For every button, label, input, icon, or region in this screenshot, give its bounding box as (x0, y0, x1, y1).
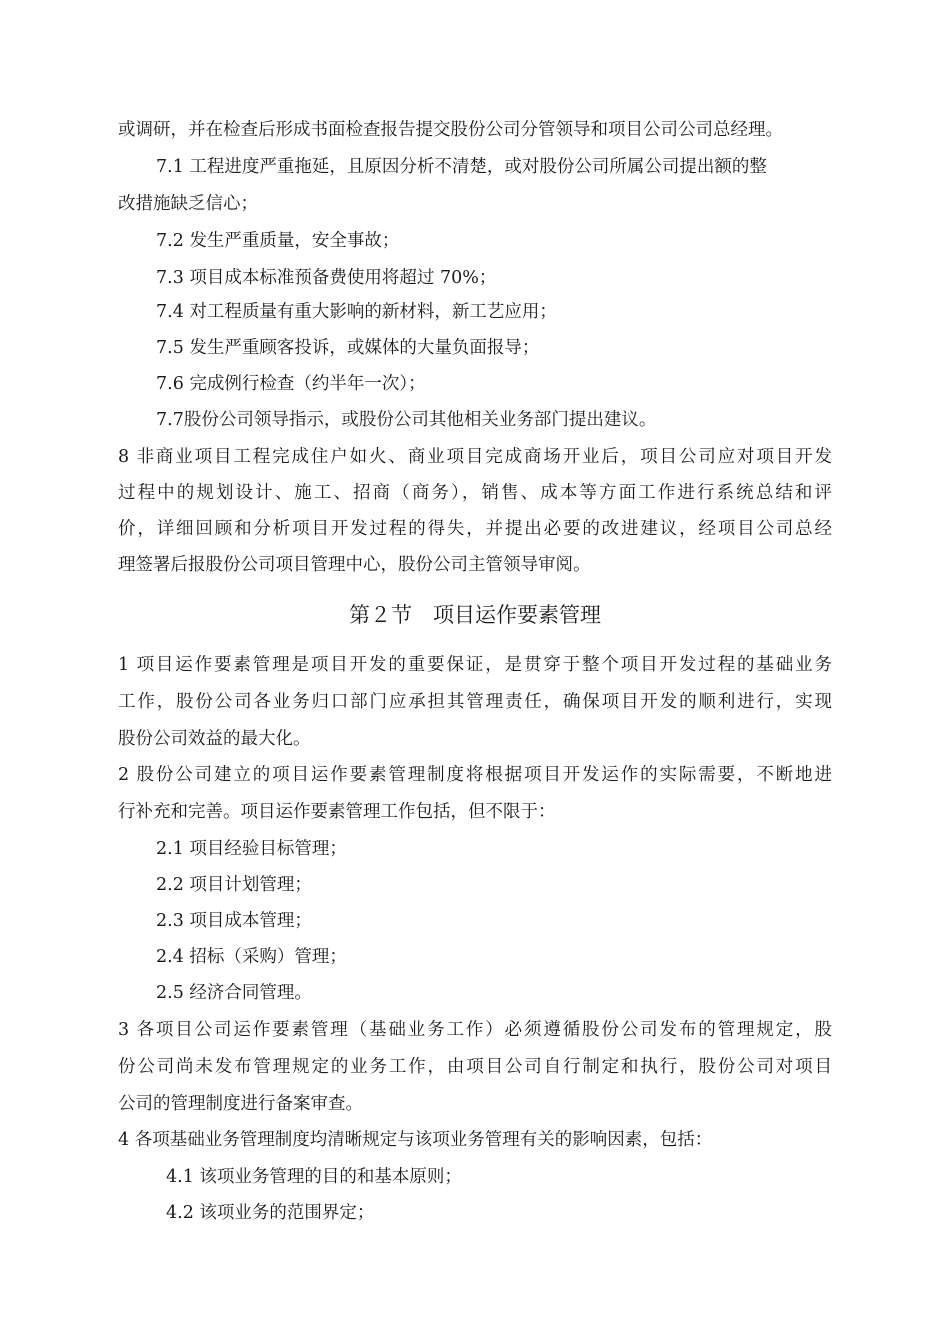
paragraph-line: 7.1 工程进度严重拖延，且原因分析不清楚，或对股份公司所属公司提出额的整 (156, 157, 767, 177)
list-item: 4.1 该项业务管理的目的和基本原则； (166, 1167, 462, 1187)
list-item: 7.6 完成例行检查（约半年一次）； (156, 374, 426, 394)
list-item: 2.3 项目成本管理； (156, 911, 312, 931)
section-heading: 第２节 项目运作要素管理 (349, 603, 601, 627)
list-item: 2.2 项目计划管理； (156, 875, 312, 895)
paragraph-line: 8 非商业项目工程完成住户如火、商业项目完成商场开业后，项目公司应对项目开发 (118, 447, 832, 467)
list-item: 7.2 发生严重质量，安全事故； (156, 231, 400, 251)
paragraph-line: 3 各项目公司运作要素管理（基础业务工作）必须遵循股份公司发布的管理规定，股 (118, 1020, 832, 1040)
paragraph-line: 行补充和完善。项目运作要素管理工作包括，但不限于： (118, 802, 556, 822)
paragraph-line: 股份公司效益的最大化。 (118, 729, 311, 749)
list-item: 2.4 招标（采购）管理； (156, 947, 347, 967)
paragraph-line: 公司的管理制度进行备案审查。 (118, 1094, 363, 1114)
list-item: 7.5 发生严重顾客投诉，或媒体的大量负面报导； (156, 338, 540, 358)
paragraph-line: 1 项目运作要素管理是项目开发的重要保证，是贯穿于整个项目开发过程的基础业务 (118, 655, 832, 675)
paragraph-line: 或调研，并在检查后形成书面检查报告提交股份公司分管领导和项目公司公司总经理。 (118, 120, 783, 140)
list-item: 4.2 该项业务的范围界定； (166, 1203, 375, 1223)
list-item: 2.1 项目经验目标管理； (156, 839, 347, 859)
paragraph-line: 改措施缺乏信心； (118, 194, 258, 214)
list-item: 7.3 项目成本标准预备费使用将超过 70%； (156, 268, 497, 288)
paragraph-line: 理签署后报股份公司项目管理中心，股份公司主管领导审阅。 (118, 555, 591, 575)
list-item: 2.5 经济合同管理。 (156, 983, 312, 1003)
paragraph-line: 4 各项基础业务管理制度均清晰规定与该项业务管理有关的影响因素，包括： (118, 1130, 713, 1150)
paragraph-line: 2 股份公司建立的项目运作要素管理制度将根据项目开发运作的实际需要，不断地进 (118, 765, 832, 785)
paragraph-line: 价，详细回顾和分析项目开发过程的得失，并提出必要的改进建议，经项目公司总经 (118, 519, 832, 539)
paragraph-line: 工作，股份公司各业务归口部门应承担其管理责任，确保项目开发的顺利进行，实现 (118, 692, 832, 712)
paragraph-line: 份公司尚未发布管理规定的业务工作，由项目公司自行制定和执行，股份公司对项目 (118, 1057, 832, 1077)
list-item: 7.7股份公司领导指示，或股份公司其他相关业务部门提出建议。 (156, 410, 657, 430)
paragraph-line: 过程中的规划设计、施工、招商（商务），销售、成本等方面工作进行系统总结和评 (118, 483, 832, 503)
list-item: 7.4 对工程质量有重大影响的新材料，新工艺应用； (156, 302, 557, 322)
